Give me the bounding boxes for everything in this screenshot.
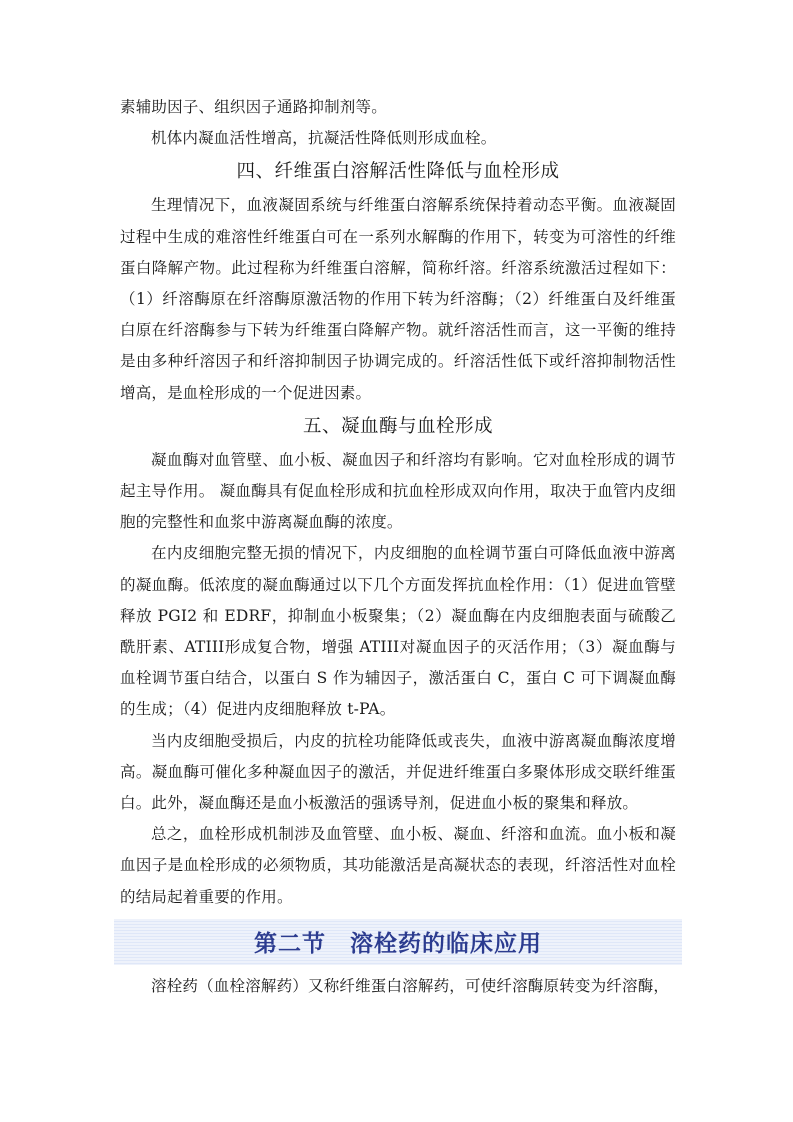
heading-thrombin: 五、凝血酶与血栓形成 (302, 415, 493, 437)
section-banner (114, 919, 682, 965)
paragraph-fibrinolysis: 生理情况下，血液凝固系统与纤维蛋白溶解系统保持着动态平衡。血液凝固过程中生成的难溶性纤维蛋白可在一系列水解酶的作用下，转变为可溶性的纤维蛋白降解产物。此过程称为纤维蛋白溶解，简称纤溶。纤溶系统激活过程如下：（1）纤溶酶原在纤溶酶原激活物的作用下转为纤溶酶；（2）纤维蛋白及纤维蛋白原在纤溶酶参与下转为纤维蛋白降解产物。就纤溶活性而言，这一平衡的维持是由多种纤溶因子和纤溶抑制因子协调完成的。纤溶活性低下或纤溶抑制物活性增高，是血栓形成的一个促进因素。 (120, 196, 676, 402)
heading-fibrinolysis: 四、纤维蛋白溶解活性降低与血栓形成 (236, 161, 560, 183)
paragraph-intact-endothelium: 在内皮细胞完整无损的情况下，内皮细胞的血栓调节蛋白可降低血液中游离的凝血酶。低浓度的凝血酶通过以下几个方面发挥抗血栓作用：（1）促进血管壁释放 PGI2 和 EDRF，抑制血小板聚集；（2）凝血酶在内皮细胞表面与硫酸乙酰肝素、ATIII形成复合物，增强 ATIII对凝血因子的灭活作用；（3）凝血酶与血栓调节蛋白结合，以蛋白 S 作为辅因子，激活蛋白 C，蛋白 C 可下调凝血酶的生成；（4）促进内皮细胞释放 t-PA。 (120, 544, 676, 719)
page-content (120, 92, 676, 1002)
section-title: 第二节 溶栓药的临床应用 (254, 931, 542, 958)
paragraph-damaged-endothelium: 当内皮细胞受损后，内皮的抗栓功能降低或丧失，血液中游离凝血酶浓度增高。凝血酶可催化多种凝血因子的激活，并促进纤维蛋白多聚体形成交联纤维蛋白。此外，凝血酶还是血小板激活的强诱导剂，促进血小板的聚集和释放。 (120, 731, 676, 813)
paragraph-coagulation-summary: 机体内凝血活性增高，抗凝活性降低则形成血栓。 (151, 129, 497, 148)
paragraph-thrombin-role: 凝血酶对血管壁、血小板、凝血因子和纤溶均有影响。它对血栓形成的调节起主导作用。 凝血酶具有促血栓形成和抗血栓形成双向作用，取决于血管内皮细胞的完整性和血浆中游离凝血酶的浓度。 (120, 450, 676, 532)
paragraph-continuation: 素辅助因子、组织因子通路抑制剂等。 (120, 98, 387, 116)
paragraph-conclusion: 总之，血栓形成机制涉及血管壁、血小板、凝血、纤溶和血流。血小板和凝血因子是血栓形成的必须物质，其功能激活是高凝状态的表现，纤溶活性对血栓的结局起着重要的作用。 (120, 825, 676, 906)
paragraph-thrombolytics-intro: 溶栓药（血栓溶解药）又称纤维蛋白溶解药，可使纤溶酶原转变为纤溶酶， (151, 976, 670, 995)
